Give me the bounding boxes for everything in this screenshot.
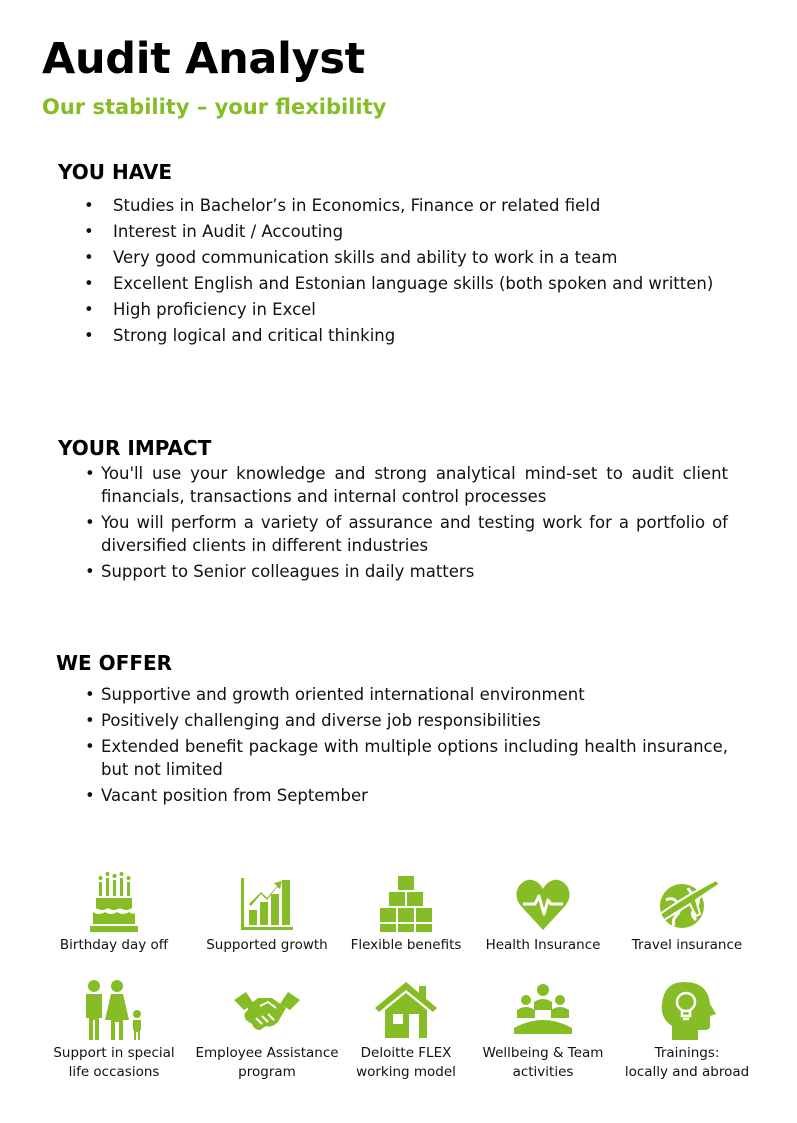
page-title: Audit Analyst bbox=[42, 34, 365, 84]
benefit-growth bbox=[192, 870, 342, 955]
benefit-trainings bbox=[612, 978, 762, 1082]
benefit-wellbeing bbox=[468, 978, 618, 1082]
benefit-health bbox=[468, 870, 618, 955]
you-have-list bbox=[58, 194, 728, 347]
benefit-label: Birthday day off bbox=[59, 937, 169, 953]
we-offer-heading: WE OFFER bbox=[56, 651, 173, 675]
we-offer-section bbox=[56, 651, 728, 810]
house-icon bbox=[373, 978, 439, 1044]
list-item: • High proficiency in Excel bbox=[58, 298, 728, 321]
list-item: • Excellent English and Estonian language skills (both spoken and written) bbox=[58, 272, 728, 295]
benefit-flex-working bbox=[331, 978, 481, 1082]
family-icon bbox=[79, 978, 149, 1044]
heart-pulse-icon bbox=[513, 870, 573, 936]
benefit-flexible bbox=[331, 870, 481, 955]
stacked-boxes-icon bbox=[376, 870, 436, 936]
benefit-employee-assistance bbox=[192, 978, 342, 1082]
benefit-label: Health Insurance bbox=[485, 937, 601, 953]
list-item: • You'll use your knowledge and strong analytical mind-set to audit client financials, transactions and internal control processes bbox=[58, 462, 728, 508]
list-item: • Interest in Audit / Accouting bbox=[58, 220, 728, 243]
benefit-label: Travel insurance bbox=[631, 937, 743, 953]
benefit-label: Employee Assistance program bbox=[195, 1045, 339, 1080]
benefit-travel bbox=[612, 870, 762, 955]
benefit-label: Deloitte FLEX working model bbox=[356, 1045, 456, 1080]
list-item: • Strong logical and critical thinking bbox=[58, 324, 728, 347]
your-impact-section bbox=[58, 436, 728, 586]
benefit-birthday bbox=[39, 870, 189, 955]
head-lightbulb-icon bbox=[654, 978, 720, 1044]
list-item: • You will perform a variety of assurance and testing work for a portfolio of diversified clients in different industries bbox=[58, 511, 728, 557]
benefit-label: Supported growth bbox=[206, 937, 328, 953]
you-have-heading: YOU HAVE bbox=[58, 160, 172, 184]
list-item: • Positively challenging and diverse job responsibilities bbox=[56, 709, 728, 732]
you-have-section bbox=[58, 160, 728, 350]
benefit-label: Support in special life occasions bbox=[53, 1045, 175, 1080]
list-item: • Very good communication skills and ability to work in a team bbox=[58, 246, 728, 269]
benefit-label: Trainings: locally and abroad bbox=[624, 1045, 750, 1080]
team-icon bbox=[510, 978, 576, 1044]
we-offer-list bbox=[56, 683, 728, 807]
list-item: • Vacant position from September bbox=[56, 784, 728, 807]
handshake-icon bbox=[232, 978, 302, 1044]
page-subtitle: Our stability – your flexibility bbox=[42, 95, 387, 119]
globe-plane-icon bbox=[652, 870, 722, 936]
benefit-label: Wellbeing & Team activities bbox=[482, 1045, 604, 1080]
your-impact-list bbox=[58, 462, 728, 583]
benefit-special-occasions bbox=[39, 978, 189, 1082]
list-item: • Support to Senior colleagues in daily matters bbox=[58, 560, 728, 583]
list-item: • Extended benefit package with multiple options including health insurance, but not limited bbox=[56, 735, 728, 781]
list-item: • Supportive and growth oriented international environment bbox=[56, 683, 728, 706]
list-item: • Studies in Bachelor’s in Economics, Finance or related field bbox=[58, 194, 728, 217]
growth-chart-icon bbox=[237, 870, 297, 936]
benefit-label: Flexible benefits bbox=[350, 937, 462, 953]
birthday-cake-icon bbox=[84, 870, 144, 936]
your-impact-heading: YOUR IMPACT bbox=[58, 436, 212, 460]
